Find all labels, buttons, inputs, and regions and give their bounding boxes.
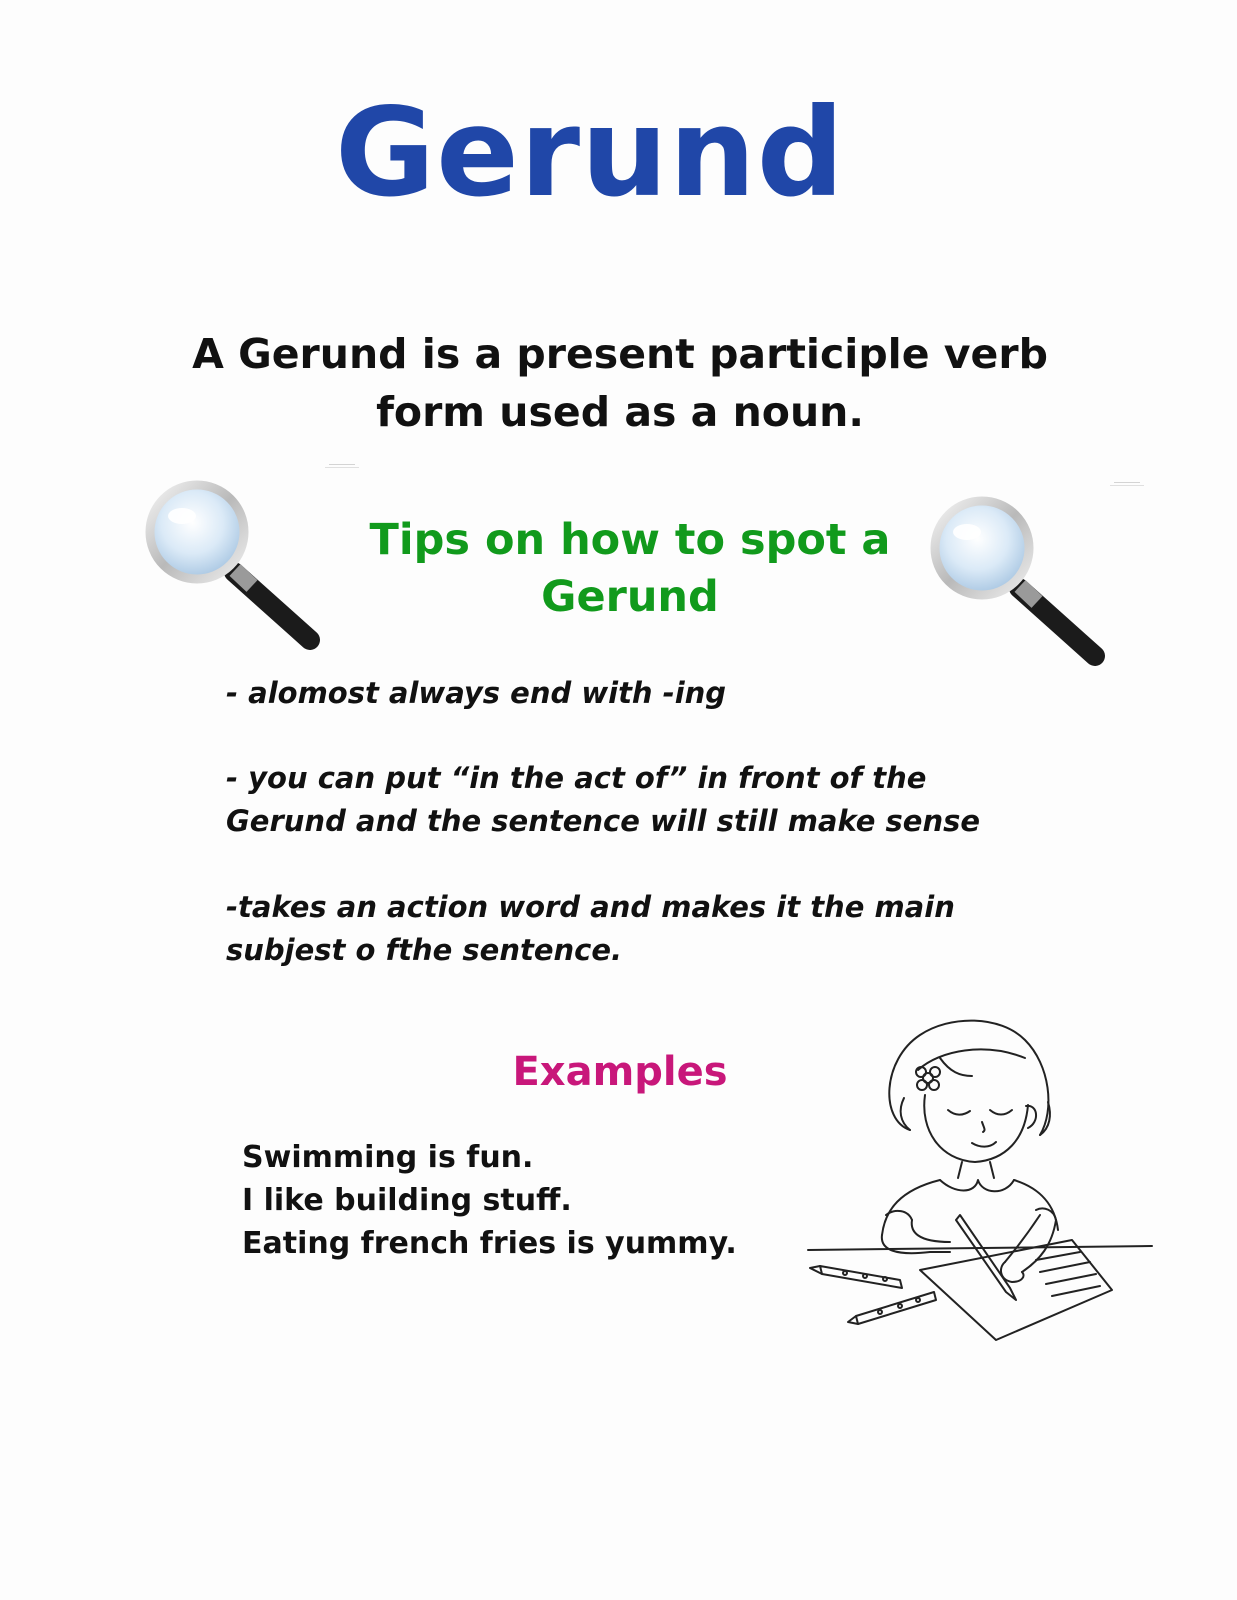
tip-line: Gerund and the sentence will still make sense [226,804,981,838]
tips-heading-line: Tips on how to spot a [369,515,891,565]
watermark-mark [325,463,359,469]
tip-line: - alomost always end with -ing [226,676,727,710]
examples-list [242,1136,802,1265]
definition-text [120,325,1120,441]
magnifying-glass-icon [925,496,1115,666]
girl-writing-illustration [800,1010,1160,1345]
tip-item [226,757,1126,843]
tip-item [226,886,1126,972]
example-sentence: I like building stuff. [242,1183,572,1218]
watermark-mark [1110,481,1144,487]
tips-heading-line: Gerund [541,572,719,622]
tip-line: - you can put “in the act of” in front of the [226,761,927,795]
example-sentence: Swimming is fun. [242,1140,534,1175]
tip-item [226,672,1126,715]
definition-line: form used as a noun. [376,388,864,436]
magnifying-glass-icon [140,480,330,650]
examples-heading: Examples [512,1049,728,1095]
tip-line: -takes an action word and makes it the main [226,890,955,924]
example-sentence: Eating french fries is yummy. [242,1226,737,1261]
page-title: Gerund [334,82,846,224]
definition-line: A Gerund is a present participle verb [192,330,1048,378]
tips-heading [320,512,940,626]
tip-line: subjest o fthe sentence. [226,933,623,967]
